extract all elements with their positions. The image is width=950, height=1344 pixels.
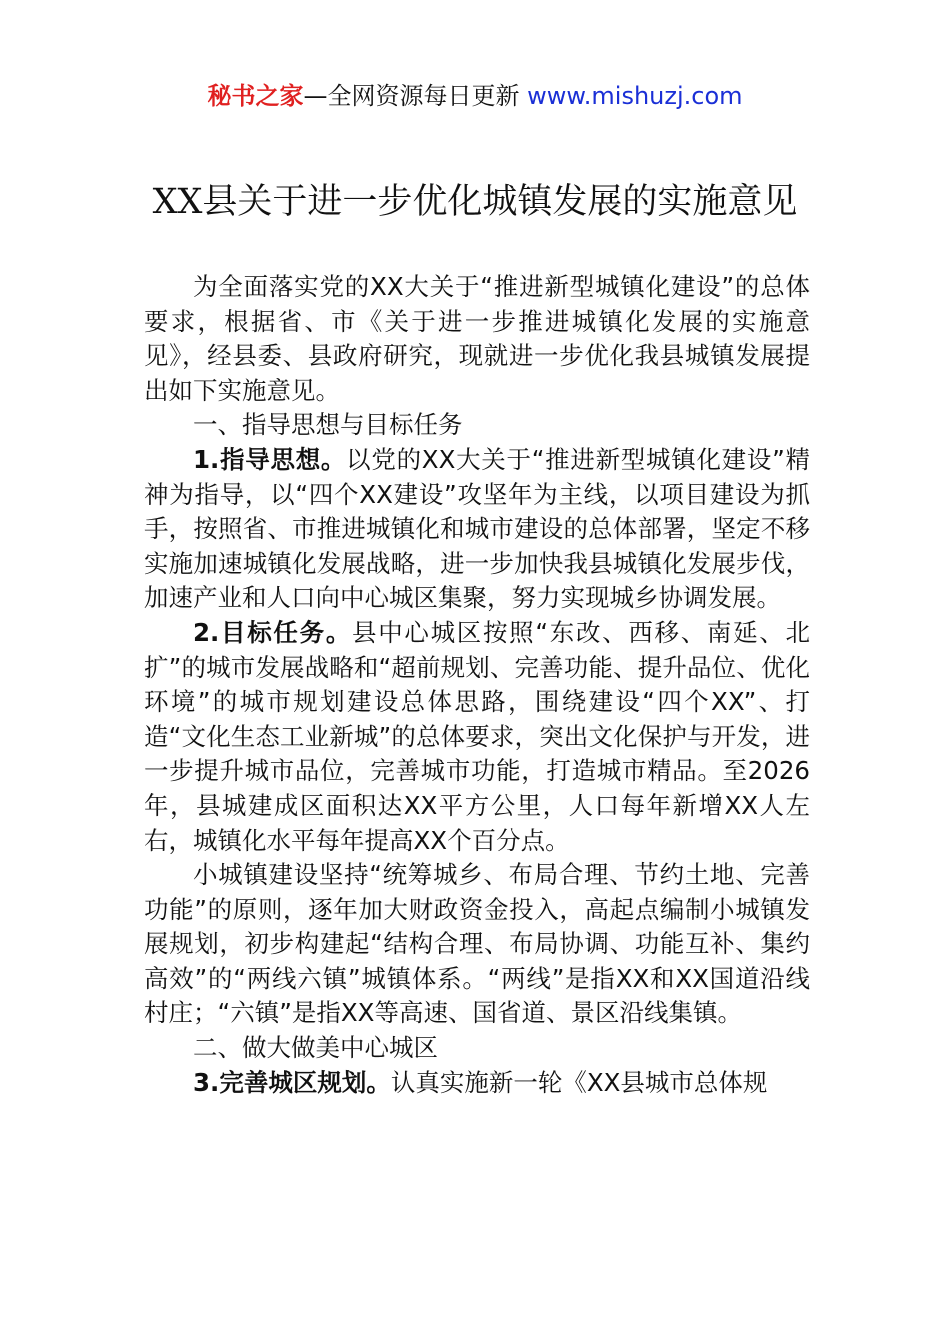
paragraph-intro [144,270,810,408]
paragraph-text: 以党的XX大关于“推进新型城镇化建设”精神为指导，以“四个XX建设”攻坚年为主线，以项目建设为抓手，按照省、市推进城镇化和城市建设的总体部署，坚定不移实施加速城镇化发展战略，进一步加快我县城镇化发展步伐，加速产业和人口向中心城区集聚，努力实现城乡协调发展。 [144,444,810,613]
section-heading-2 [144,1031,810,1066]
paragraph-text: 小城镇建设坚持“统筹城乡、布局合理、节约土地、完善功能”的原则，逐年加大财政资金投入，高起点编制小城镇发展规划，初步构建起“结构合理、布局协调、功能互补、集约高效”的“两线六镇”城镇体系。“两线”是指XX和XX国道沿线村庄；“六镇”是指XX等高速、国省道、景区沿线集镇。 [144,860,810,1028]
paragraph-text: 为全面落实党的XX大关于“推进新型城镇化建设”的总体要求，根据省、市《关于进一步推进城镇化发展的实施意见》，经县委、县政府研究，现就进一步优化我县城镇发展提出如下实施意见。 [144,272,810,405]
site-url-link[interactable]: www.mishuzj.com [527,82,743,110]
paragraph-lead: 3.完善城区规划。 [193,1067,391,1097]
site-brand: 秘书之家 [207,82,304,110]
paragraph-lead: 1.指导思想。 [193,444,347,474]
document-title: XX县关于进一步优化城镇发展的实施意见 [152,182,798,222]
paragraph-urban-planning [144,1066,810,1101]
document-body [144,270,810,1100]
site-header [0,78,950,114]
paragraph-lead: 2.目标任务。 [193,617,353,647]
paragraph-goals-tasks [144,616,810,858]
section-heading-1 [144,408,810,443]
site-tagline: —全网资源每日更新 [303,82,528,110]
paragraph-small-towns [144,858,810,1031]
paragraph-text: 二、做大做美中心城区 [193,1033,438,1063]
paragraph-text: 认真实施新一轮《XX县城市总体规 [390,1067,768,1097]
paragraph-text: 一、指导思想与目标任务 [193,410,463,440]
paragraph-guiding-ideology [144,443,810,616]
paragraph-text: 县中心城区按照“东改、西移、南延、北扩”的城市发展战略和“超前规划、完善功能、提升品位、优化环境”的城市规划建设总体思路，围绕建设“四个XX”、打造“文化生态工业新城”的总体要求，突出文化保护与开发，进一步提升城市品位，完善城市功能，打造城市精品。至2026年，县城建成区面积达XX平方公里，人口每年新增XX人左右，城镇化水平每年提高XX个百分点。 [144,617,810,855]
